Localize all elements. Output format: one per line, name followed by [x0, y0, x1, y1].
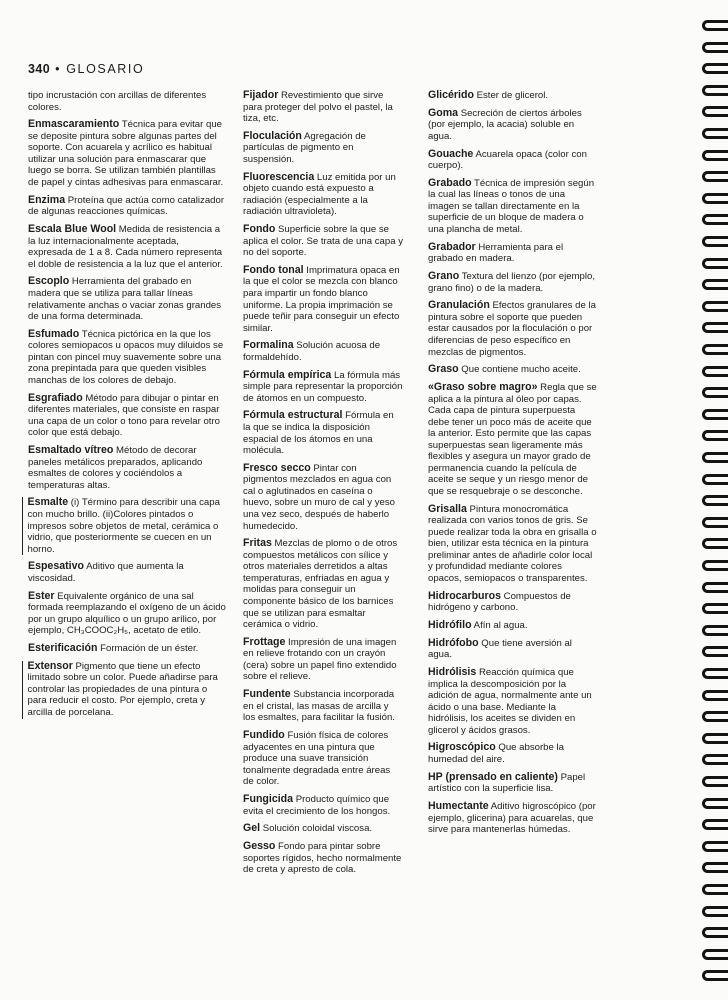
glossary-entry — [243, 730, 403, 788]
spiral-binding — [694, 20, 728, 995]
glossary-definition: tipo incrustación con arcillas de diferentes colores. — [28, 90, 207, 113]
binding-coil — [702, 711, 728, 722]
glossary-term: Esmaltado vítreo — [28, 444, 114, 457]
glossary-term: Fondo tonal — [243, 263, 304, 276]
glossary-entry — [428, 178, 598, 236]
binding-coil — [702, 776, 728, 787]
glossary-term: Gouache — [428, 147, 474, 160]
glossary-term: Glicérido — [428, 89, 474, 101]
glossary-entry — [428, 667, 598, 736]
glossary-entry — [28, 561, 226, 584]
glossary-definition: Equivalente orgánico de una sal formada reemplazando el oxígeno de un ácido por un grupo alquílico o un grupo arílico, por ejemplo, CH₃COOC₂H₅, acetato de etilo. — [28, 590, 226, 637]
glossary-entry — [28, 90, 226, 113]
glossary-term: Graso — [428, 363, 459, 376]
glossary-term: Fundente — [243, 688, 291, 701]
glossary-term: Grabado — [428, 176, 472, 189]
binding-coil — [702, 517, 728, 528]
glossary-entry — [428, 620, 598, 632]
glossary-entry — [243, 689, 403, 724]
glossary-definition: Herramienta del grabado en madera que se utiliza para tallar líneas relativamente anchas o vaciar zonas grandes de una forma determinada. — [28, 276, 222, 323]
glossary-term: «Graso sobre magro» — [428, 380, 538, 393]
glossary-entry — [28, 393, 226, 439]
glossary-term: Hidrocarburos — [428, 589, 501, 602]
glossary-entry — [243, 265, 403, 334]
glossary-definition: Fusión física de colores adyacentes en una pintura que produce una suave transición tonalmente degradada entre áreas de color. — [243, 730, 391, 788]
glossary-definition: Solución coloidal viscosa. — [260, 823, 373, 835]
glossary-entry — [243, 172, 403, 218]
glossary-entry — [243, 131, 403, 166]
glossary-definition: Producto químico que evita el crecimiento de los hongos. — [243, 793, 391, 817]
glossary-entry — [28, 119, 226, 188]
binding-coil — [702, 862, 728, 873]
glossary-entry — [28, 445, 226, 491]
glossary-term: Hidrófilo — [428, 618, 472, 631]
glossary-definition: Substancia incorporada en el cristal, las masas de arcilla y los esmaltes, para facilitar la fusión. — [243, 689, 395, 724]
binding-coil — [702, 603, 728, 614]
glossary-entry — [22, 661, 226, 719]
glossary-term: Hidrófobo — [428, 636, 479, 649]
glossary-column-2 — [243, 90, 403, 882]
binding-coil — [702, 949, 728, 960]
glossary-definition: Luz emitida por un objeto cuando está expuesto a radiación (especialmente a la radiación ultravioleta). — [243, 171, 396, 218]
glossary-term: Fundido — [243, 729, 285, 742]
binding-coil — [702, 538, 728, 549]
binding-coil — [702, 927, 728, 938]
glossary-definition: Técnica para evitar que se deposite pintura sobre algunas partes del soporte. Con acuarela y acrílico es habitual utilizar una solución para enmascarar que luego se borra. Se utilizan también plantillas de papel y cintas adhesivas para enmascarar. — [28, 119, 224, 189]
page-header — [28, 62, 144, 76]
glossary-entry — [243, 224, 403, 259]
glossary-definition: Pintura monocromática realizada con varios tonos de gris. Se puede realizar toda la obra en grisalla o bien, utilizar esta técnica en la pintura preliminar antes de añadirle color local y profundidad mediante colores opacos, semiopacos o transparentes. — [428, 503, 597, 584]
glossary-definition: (i) Término para describir una capa con mucho brillo. (ii)Colores pintados o impresos sobre objetos de metal, cerámica o vidrio, que posteriormente se cuecen en un horno. — [27, 497, 220, 555]
binding-coil — [702, 582, 728, 593]
glossary-entry — [428, 149, 598, 172]
glossary-definition: Herramienta para el grabado en madera. — [428, 241, 564, 265]
glossary-entry — [243, 823, 403, 835]
header-separator: • — [55, 62, 62, 76]
glossary-definition: Fórmula en la que se indica la disposición espacial de los átomos en una molécula. — [243, 410, 394, 457]
binding-coil — [702, 668, 728, 679]
glossary-entry — [428, 242, 598, 265]
binding-coil — [702, 106, 728, 117]
binding-coil — [702, 430, 728, 441]
glossary-term: Hidrólisis — [428, 665, 477, 678]
binding-coil — [702, 150, 728, 161]
binding-coil — [702, 474, 728, 485]
glossary-entry — [28, 195, 226, 218]
glossary-definition: Afín al agua. — [471, 619, 528, 631]
glossary-definition: Textura del lienzo (por ejemplo, grano fino) o de la madera. — [428, 271, 596, 294]
binding-coil — [702, 63, 728, 74]
glossary-term: Fórmula estructural — [243, 409, 343, 422]
glossary-entry — [428, 504, 598, 585]
glossary-definition: Impresión de una imagen en relieve frotando con un crayón (cera) sobre un papel fino extendido sobre el relieve. — [243, 636, 397, 683]
glossary-term: Granulación — [428, 299, 490, 312]
glossary-term: Extensor — [27, 659, 73, 672]
glossary-definition: Agregación de partículas de pigmento en suspensión. — [243, 130, 366, 165]
glossary-definition: Ester de glicerol. — [473, 90, 549, 101]
glossary-entry — [243, 90, 403, 125]
binding-coil — [702, 798, 728, 809]
glossary-entry — [428, 742, 598, 765]
glossary-entry — [28, 329, 226, 387]
glossary-term: Esterificación — [28, 642, 98, 655]
glossary-definition: Aditivo higroscópico (por ejemplo, glicerina) para acuarelas, que sirve para mantenerlas húmedas. — [428, 800, 596, 836]
glossary-term: Fluorescencia — [243, 170, 315, 183]
glossary-term: Higroscópico — [428, 741, 496, 754]
glossary-term: Frottage — [243, 635, 286, 648]
glossary-term: Fijador — [243, 89, 279, 101]
binding-coil — [702, 258, 728, 269]
glossary-definition: Superficie sobre la que se aplica el color. Se trata de una capa y no del soporte. — [243, 224, 403, 259]
glossary-entry — [428, 591, 598, 614]
glossary-definition: Proteína que actúa como catalizador de algunas reacciones químicas. — [28, 194, 225, 218]
glossary-definition: Que absorbe la humedad del aire. — [428, 742, 564, 765]
glossary-definition: Técnica de impresión según la cual las líneas o tonos de una imagen se tallan directamente en la superficie de un bloque de madera o una plancha de metal. — [428, 177, 595, 236]
section-title: GLOSARIO — [66, 62, 145, 76]
glossary-term: Floculación — [243, 129, 302, 142]
glossary-term: HP (prensado en caliente) — [428, 770, 558, 783]
glossary-definition: La fórmula más simple para representar la proporción de átomos en un compuesto. — [243, 369, 403, 404]
glossary-term: Esgrafiado — [28, 391, 83, 404]
glossary-term: Grano — [428, 270, 460, 283]
binding-coil — [702, 690, 728, 701]
binding-coil — [702, 366, 728, 377]
glossary-definition: Formación de un éster. — [97, 643, 199, 655]
glossary-entry — [28, 276, 226, 322]
glossary-entry — [28, 224, 226, 270]
glossary-entry — [243, 538, 403, 630]
glossary-term: Esmalte — [27, 496, 69, 509]
binding-coil — [702, 625, 728, 636]
binding-coil — [702, 495, 728, 506]
glossary-definition: Secreción de ciertos árboles (por ejemplo, la acacia) soluble en agua. — [428, 107, 582, 142]
binding-coil — [702, 970, 728, 981]
binding-coil — [702, 819, 728, 830]
glossary-definition: Compuestos de hidrógeno y carbono. — [428, 590, 571, 614]
glossary-definition: Imprimatura opaca en la que el color se mezcla con blanco para impartir un fondo blanco uniforme. La propia imprimación se puede teñir para conseguir un efecto similar. — [243, 264, 400, 334]
glossary-definition: Revestimiento que sirve para proteger del polvo el pastel, la tiza, etc. — [243, 90, 393, 125]
glossary-entry — [28, 643, 226, 655]
binding-coil — [702, 20, 728, 31]
glossary-entry — [243, 340, 403, 363]
glossary-column-1 — [28, 90, 226, 725]
glossary-entry — [428, 638, 598, 661]
glossary-term: Gesso — [243, 839, 276, 852]
glossary-definition: Regla que se aplica a la pintura al óleo por capas. Cada capa de pintura superpuesta debe tener un poco más de aceite que la anterior. Esto permite que las capas superpuestas sean ligeramente más flexibles y asegura un mayor grado de permanencia cuando la película de aceite se seque y un riesgo menor de que se resquebraje o se desconche. — [428, 381, 597, 497]
glossary-term: Fungicida — [243, 792, 294, 805]
glossary-entry — [428, 772, 598, 795]
glossary-definition: Efectos granulares de la pintura sobre el soporte que pueden estar causados por la floculación o por diferencias de peso específico en mezclas de pigmentos. — [428, 300, 596, 358]
glossary-entry — [28, 591, 226, 637]
binding-coil — [702, 560, 728, 571]
glossary-term: Grabador — [428, 240, 476, 253]
glossary-definition: Que contiene mucho aceite. — [458, 364, 581, 376]
binding-coil — [702, 236, 728, 247]
binding-coil — [702, 646, 728, 657]
binding-coil — [702, 733, 728, 744]
glossary-entry — [243, 637, 403, 683]
glossary-entry — [22, 497, 226, 555]
glossary-definition: Reacción química que implica la descomposición por la adición de agua, normalmente ante un ácido o una base. Mediante la hidrólisis, los aceites se dividen en glicerol y ácidos grasos. — [428, 666, 592, 736]
glossary-entry — [243, 370, 403, 405]
glossary-definition: Papel artístico con la superficie lisa. — [428, 771, 586, 795]
binding-coil — [702, 42, 728, 53]
binding-coil — [702, 193, 728, 204]
glossary-entry — [428, 271, 598, 294]
binding-coil — [702, 387, 728, 398]
glossary-term: Goma — [428, 106, 459, 119]
glossary-term: Fondo — [243, 223, 276, 236]
glossary-definition: Medida de resistencia a la luz internacionalmente aceptada, expresada de 1 a 8. Cada número representa el doble de resistencia a la luz que el anterior. — [28, 224, 223, 270]
binding-coil — [702, 279, 728, 290]
binding-coil — [702, 85, 728, 96]
glossary-term: Enzima — [28, 193, 66, 206]
glossary-term: Fresco secco — [243, 461, 311, 474]
glossary-term: Escala Blue Wool — [28, 223, 117, 236]
glossary-term: Esfumado — [28, 327, 80, 340]
glossary-term: Formalina — [243, 339, 294, 352]
binding-coil — [702, 344, 728, 355]
glossary-definition: Método para dibujar o pintar en diferentes materiales, que consiste en raspar una capa de un color o tono para revelar otro color que está debajo. — [28, 392, 221, 439]
binding-coil — [702, 128, 728, 139]
glossary-term: Escoplo — [28, 275, 70, 288]
glossary-term: Humectante — [428, 799, 489, 812]
glossary-definition: Técnica pictórica en la que los colores semiopacos u opacos muy diluidos se pintan con pincel muy suavemente sobre una zona prepintada para que queden visibles manchas de los colores de debajo. — [28, 328, 224, 386]
glossary-entry — [243, 463, 403, 532]
glossary-definition: Acuarela opaca (color con cuerpo). — [428, 148, 587, 172]
glossary-definition: Fondo para pintar sobre soportes rígidos, hecho normalmente de creta y apresto de cola. — [243, 840, 402, 876]
glossary-entry — [428, 90, 598, 102]
binding-coil — [702, 884, 728, 895]
glossary-term: Gel — [243, 822, 261, 835]
glossary-entry — [243, 841, 403, 876]
glossary-entry — [428, 300, 598, 358]
binding-coil — [702, 171, 728, 182]
page-number: 340 — [28, 62, 51, 76]
glossary-term: Fórmula empírica — [243, 368, 332, 381]
glossary-entry — [243, 410, 403, 456]
glossary-term: Enmascaramiento — [28, 118, 120, 131]
glossary-definition: Mezclas de plomo o de otros compuestos metálicos con sílice y otros materiales derretidos a altas temperaturas, enfriadas en agua y molidas para conseguir un componente básico de los barnices que se utilizan para esmaltar cerámica o vidrio. — [243, 538, 398, 631]
glossary-term: Espesativo — [28, 560, 84, 573]
binding-coil — [702, 409, 728, 420]
glossary-definition: Solución acuosa de formaldehído. — [243, 340, 381, 363]
glossary-definition: Método de decorar paneles metálicos preparados, aplicando esmaltes de colores y cociéndolos a temperaturas altas. — [28, 445, 203, 491]
glossary-definition: Aditivo que aumenta la viscosidad. — [28, 561, 184, 584]
glossary-column-3 — [428, 90, 598, 842]
glossary-term: Grisalla — [428, 502, 467, 515]
glossary-entry — [428, 382, 598, 497]
binding-coil — [702, 754, 728, 765]
binding-coil — [702, 322, 728, 333]
binding-coil — [702, 841, 728, 852]
glossary-entry — [428, 364, 598, 376]
glossary-term: Fritas — [243, 537, 272, 550]
binding-coil — [702, 214, 728, 225]
glossary-term: Ester — [28, 589, 55, 602]
glossary-entry — [243, 794, 403, 817]
binding-coil — [702, 301, 728, 312]
glossary-entry — [428, 108, 598, 143]
glossary-entry — [428, 801, 598, 836]
binding-coil — [702, 452, 728, 463]
glossary-definition: Pigmento que tiene un efecto limitado sobre un color. Puede añadirse para controlar las propiedades de una pintura o para reducir el costo. Por ejemplo, creta y arcilla de porcelana. — [27, 660, 218, 718]
binding-coil — [702, 906, 728, 917]
glossary-definition: Pintar con pigmentos mezclados en agua con cal o aglutinados en caseína o huevo, sobre un muro de cal y yeso una vez seco, después de haberlo humedecido. — [243, 462, 395, 532]
glossary-definition: Que tiene aversión al agua. — [428, 637, 572, 661]
